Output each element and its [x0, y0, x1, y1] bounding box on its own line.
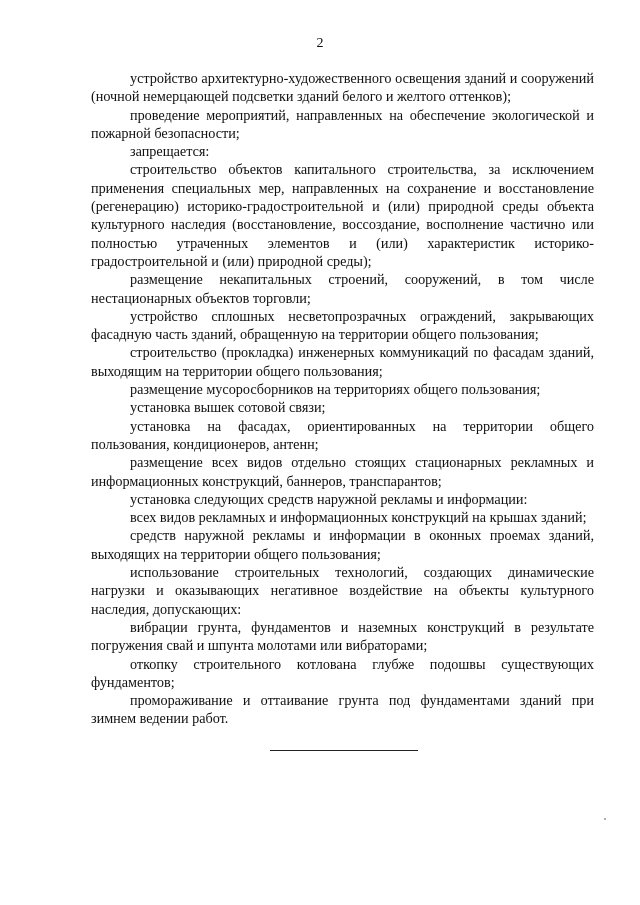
- paragraph: строительство объектов капитального строительства, за исключением применения специальных мер, направленных на сохранение и восстановление (регенерацию) историко-градостроительной и (или) природной среды объекта культурного наследия (восстановление, воссоздание, восполнение частично или полностью утраченных элементов и (или) характеристик историко-градостроительной и (или) природной среды);: [91, 162, 594, 270]
- paragraph: устройство архитектурно-художественного освещения зданий и сооружений (ночной немерцающей подсветки зданий белого и желтого оттенков);: [91, 71, 594, 106]
- page-number: 2: [316, 36, 324, 51]
- paragraph: использование строительных технологий, создающих динамические нагрузки и оказывающих негативное воздействие на объекты культурного наследия, допускающих:: [91, 565, 594, 618]
- paragraph: вибрации грунта, фундаментов и наземных конструкций в результате погружения свай и шпунта молотами или вибраторами;: [91, 619, 594, 655]
- paragraph: установка следующих средств наружной рекламы и информации:: [130, 491, 528, 508]
- paragraph: устройство сплошных несветопрозрачных ограждений, закрывающих фасадную часть зданий, обращенную на территории общего пользования;: [91, 308, 594, 344]
- paragraph: средств наружной рекламы и информации в оконных проемах зданий, выходящих на территории общего пользования;: [91, 528, 594, 563]
- paragraph: установка вышек сотовой связи;: [130, 400, 326, 417]
- document-body: [91, 70, 594, 729]
- paragraph: проведение мероприятий, направленных на обеспечение экологической и пожарной безопасности;: [91, 107, 594, 142]
- paragraph: установка на фасадах, ориентированных на территории общего пользования, кондиционеров, антенн;: [91, 418, 594, 453]
- scan-speck: [604, 818, 606, 820]
- end-divider-line: [270, 750, 418, 751]
- paragraph: размещение всех видов отдельно стоящих стационарных рекламных и информационных конструкций, баннеров, транспарантов;: [91, 455, 594, 490]
- paragraph: размещение некапитальных строений, сооружений, в том числе нестационарных объектов торговли;: [91, 272, 594, 307]
- paragraph: запрещается:: [130, 144, 210, 161]
- paragraph: всех видов рекламных и информационных конструкций на крышах зданий;: [130, 510, 587, 527]
- paragraph: откопку строительного котлована глубже подошвы существующих фундаментов;: [91, 656, 594, 691]
- paragraph: размещение мусоросборников на территориях общего пользования;: [130, 382, 541, 399]
- paragraph: промораживание и оттаивание грунта под фундаментами зданий при зимнем ведении работ.: [91, 693, 594, 728]
- paragraph: строительство (прокладка) инженерных коммуникаций по фасадам зданий, выходящим на территории общего пользования;: [91, 345, 594, 380]
